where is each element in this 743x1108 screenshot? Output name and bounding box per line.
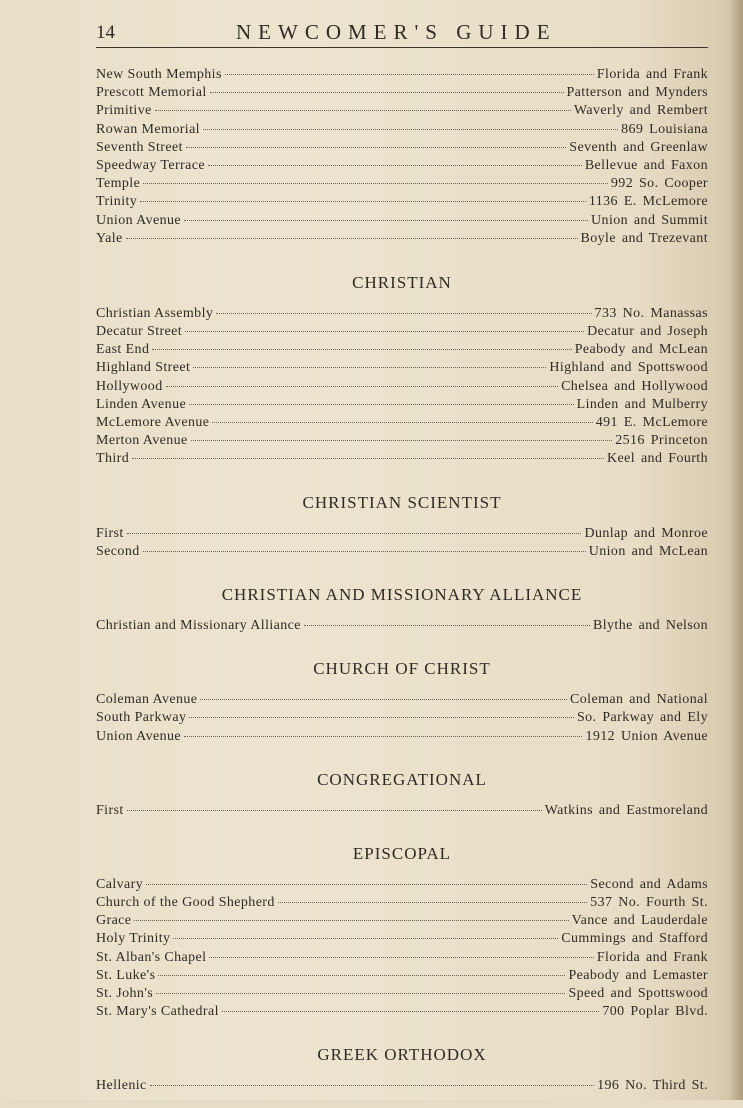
- dot-leader: [143, 551, 586, 552]
- church-location: Boyle and Trezevant: [580, 230, 708, 246]
- church-location: Florida and Frank: [596, 949, 708, 965]
- church-name: Temple: [96, 176, 141, 192]
- dot-leader: [186, 147, 566, 148]
- section-heading: GREEK ORTHODOX: [317, 1045, 487, 1065]
- church-name: Holy Trinity: [96, 931, 171, 947]
- section-heading: CONGREGATIONAL: [317, 769, 487, 789]
- church-name: Hellenic: [96, 1078, 147, 1094]
- directory-entry: [96, 543, 708, 561]
- church-name: Trinity: [96, 194, 138, 210]
- church-location: So. Parkway and Ely: [576, 710, 708, 726]
- directory-section: [96, 832, 708, 1022]
- page-number: 14: [96, 22, 115, 43]
- directory-entry: [96, 709, 708, 727]
- church-location: Dunlap and Monroe: [584, 525, 708, 541]
- directory-entry: [96, 985, 708, 1003]
- directory-entry: [96, 175, 708, 193]
- church-location: 491 E. McLemore: [595, 415, 708, 430]
- church-name: McLemore Avenue: [96, 415, 210, 430]
- church-name: Linden Avenue: [96, 396, 187, 412]
- directory-entry: [96, 1003, 708, 1021]
- dot-leader: [225, 74, 594, 75]
- dot-leader: [193, 367, 546, 368]
- directory-entry: [96, 728, 708, 746]
- section-heading: CHURCH OF CHRIST: [313, 659, 491, 679]
- church-name: Rowan Memorial: [96, 121, 200, 137]
- dot-leader: [146, 884, 587, 885]
- directory-section: [96, 481, 708, 561]
- church-name: East End: [96, 342, 150, 358]
- church-name: Grace: [96, 913, 132, 929]
- directory-section: [96, 573, 708, 635]
- dot-leader: [152, 349, 571, 350]
- church-location: 1136 E. McLemore: [588, 194, 708, 210]
- church-location: Union and Summit: [591, 212, 708, 228]
- directory-entry: [96, 193, 708, 211]
- church-location: Chelsea and Hollywood: [561, 378, 708, 394]
- directory-entry: [96, 617, 708, 635]
- dot-leader: [209, 957, 593, 958]
- directory-section: [96, 66, 708, 248]
- page-header: [96, 18, 708, 48]
- church-name: Seventh Street: [96, 139, 183, 155]
- church-name: New South Memphis: [96, 67, 222, 82]
- church-name: Primitive: [96, 103, 152, 119]
- directory-entry: [96, 341, 708, 359]
- dot-leader: [134, 920, 568, 921]
- page-edge-shadow: [729, 0, 743, 1100]
- directory-entry: [96, 450, 708, 468]
- dot-leader: [184, 220, 588, 221]
- section-heading: CHRISTIAN AND MISSIONARY ALLIANCE: [221, 584, 583, 604]
- church-name: Coleman Avenue: [96, 692, 198, 708]
- directory-section: [96, 758, 708, 820]
- dot-leader: [143, 183, 608, 184]
- church-location: Waverly and Rembert: [573, 103, 708, 119]
- dot-leader: [208, 165, 582, 166]
- dot-leader: [184, 736, 582, 737]
- church-name: Yale: [96, 230, 123, 246]
- church-location: Peabody and Lemaster: [568, 967, 708, 983]
- directory-entry: [96, 84, 708, 102]
- church-location: Patterson and Mynders: [566, 85, 708, 101]
- church-name: Calvary: [96, 876, 144, 892]
- church-name: St. Alban's Chapel: [96, 949, 207, 965]
- dot-leader: [156, 993, 565, 994]
- directory-entry: [96, 414, 708, 432]
- dot-leader: [127, 533, 582, 534]
- church-name: First: [96, 802, 124, 818]
- church-location: 1912 Union Avenue: [585, 728, 708, 744]
- church-location: 537 No. Fourth St.: [590, 895, 708, 911]
- church-name: Third: [96, 451, 130, 467]
- directory-entry: [96, 396, 708, 414]
- church-location: 196 No. Third St.: [597, 1078, 708, 1094]
- church-location: Linden and Mulberry: [576, 396, 708, 412]
- church-location: 700 Poplar Blvd.: [602, 1004, 708, 1020]
- church-name: Decatur Street: [96, 324, 183, 340]
- church-location: Keel and Fourth: [607, 451, 708, 467]
- church-location: 733 No. Manassas: [594, 305, 708, 321]
- directory-section: [96, 1033, 708, 1095]
- church-location: Peabody and McLean: [574, 342, 708, 358]
- dot-leader: [127, 810, 542, 811]
- church-directory: [96, 66, 708, 1108]
- church-name: St. John's: [96, 986, 154, 1001]
- dot-leader: [210, 92, 564, 93]
- church-name: St. Mary's Cathedral: [96, 1004, 219, 1020]
- directory-entry: [96, 691, 708, 709]
- directory-section: [96, 647, 708, 746]
- church-location: Speed and Spottswood: [568, 986, 708, 1001]
- directory-entry: [96, 930, 708, 948]
- church-name: Highland Street: [96, 360, 191, 376]
- dot-leader: [140, 201, 586, 202]
- dot-leader: [203, 129, 618, 130]
- church-name: Christian and Missionary Alliance: [96, 617, 301, 633]
- church-name: Church of the Good Shepherd: [96, 895, 275, 911]
- church-name: First: [96, 525, 124, 541]
- dot-leader: [278, 902, 587, 903]
- directory-entry: [96, 323, 708, 341]
- directory-entry: [96, 894, 708, 912]
- header-rule: [96, 47, 708, 48]
- church-location: Watkins and Eastmoreland: [544, 802, 708, 818]
- directory-entry: [96, 139, 708, 157]
- dot-leader: [222, 1011, 599, 1012]
- dot-leader: [189, 717, 574, 718]
- directory-entry: [96, 121, 708, 139]
- church-name: Union Avenue: [96, 212, 182, 228]
- dot-leader: [189, 404, 574, 405]
- directory-entry: [96, 432, 708, 450]
- church-location: 2516 Princeton: [615, 433, 708, 449]
- directory-entry: [96, 912, 708, 930]
- church-location: Blythe and Nelson: [592, 617, 708, 633]
- church-location: Highland and Spottswood: [549, 360, 708, 376]
- running-title: NEWCOMER'S GUIDE: [236, 20, 557, 44]
- church-name: Speedway Terrace: [96, 157, 205, 173]
- church-location: Vance and Lauderdale: [571, 913, 708, 929]
- dot-leader: [158, 975, 565, 976]
- dot-leader: [212, 422, 592, 423]
- church-location: Decatur and Joseph: [587, 324, 708, 340]
- church-location: Cummings and Stafford: [561, 931, 708, 947]
- church-name: Merton Avenue: [96, 433, 188, 449]
- directory-entry: [96, 967, 708, 985]
- dot-leader: [126, 238, 578, 239]
- church-location: 869 Louisiana: [621, 121, 708, 137]
- directory-entry: [96, 525, 708, 543]
- dot-leader: [304, 625, 590, 626]
- dot-leader: [173, 938, 558, 939]
- church-name: Second: [96, 543, 140, 559]
- church-location: Union and McLean: [588, 543, 708, 559]
- dot-leader: [150, 1085, 594, 1086]
- church-name: Christian Assembly: [96, 305, 214, 321]
- church-location: Coleman and National: [570, 692, 708, 708]
- church-name: Hollywood: [96, 378, 163, 394]
- dot-leader: [200, 699, 567, 700]
- dot-leader: [166, 386, 558, 387]
- section-heading: CHRISTIAN SCIENTIST: [302, 492, 502, 512]
- church-location: Seventh and Greenlaw: [569, 139, 708, 155]
- directory-entry: [96, 157, 708, 175]
- church-name: St. Luke's: [96, 967, 156, 983]
- directory-entry: [96, 230, 708, 248]
- directory-entry: [96, 66, 708, 84]
- directory-entry: [96, 876, 708, 894]
- church-name: Prescott Memorial: [96, 85, 207, 101]
- church-name: South Parkway: [96, 710, 187, 726]
- church-location: Second and Adams: [590, 876, 708, 892]
- church-name: Union Avenue: [96, 728, 182, 744]
- directory-entry: [96, 949, 708, 967]
- directory-section: [96, 261, 708, 469]
- directory-entry: [96, 802, 708, 820]
- dot-leader: [185, 331, 584, 332]
- section-heading: EPISCOPAL: [352, 843, 452, 863]
- directory-entry: [96, 305, 708, 323]
- church-location: 992 So. Cooper: [610, 176, 708, 192]
- directory-entry: [96, 1077, 708, 1095]
- dot-leader: [216, 313, 591, 314]
- dot-leader: [191, 440, 613, 441]
- church-location: Bellevue and Faxon: [584, 157, 708, 173]
- section-heading: CHRISTIAN: [352, 272, 452, 292]
- directory-entry: [96, 102, 708, 120]
- church-location: Florida and Frank: [596, 67, 708, 82]
- directory-entry: [96, 378, 708, 396]
- directory-entry: [96, 212, 708, 230]
- dot-leader: [132, 458, 604, 459]
- dot-leader: [155, 110, 571, 111]
- directory-entry: [96, 359, 708, 377]
